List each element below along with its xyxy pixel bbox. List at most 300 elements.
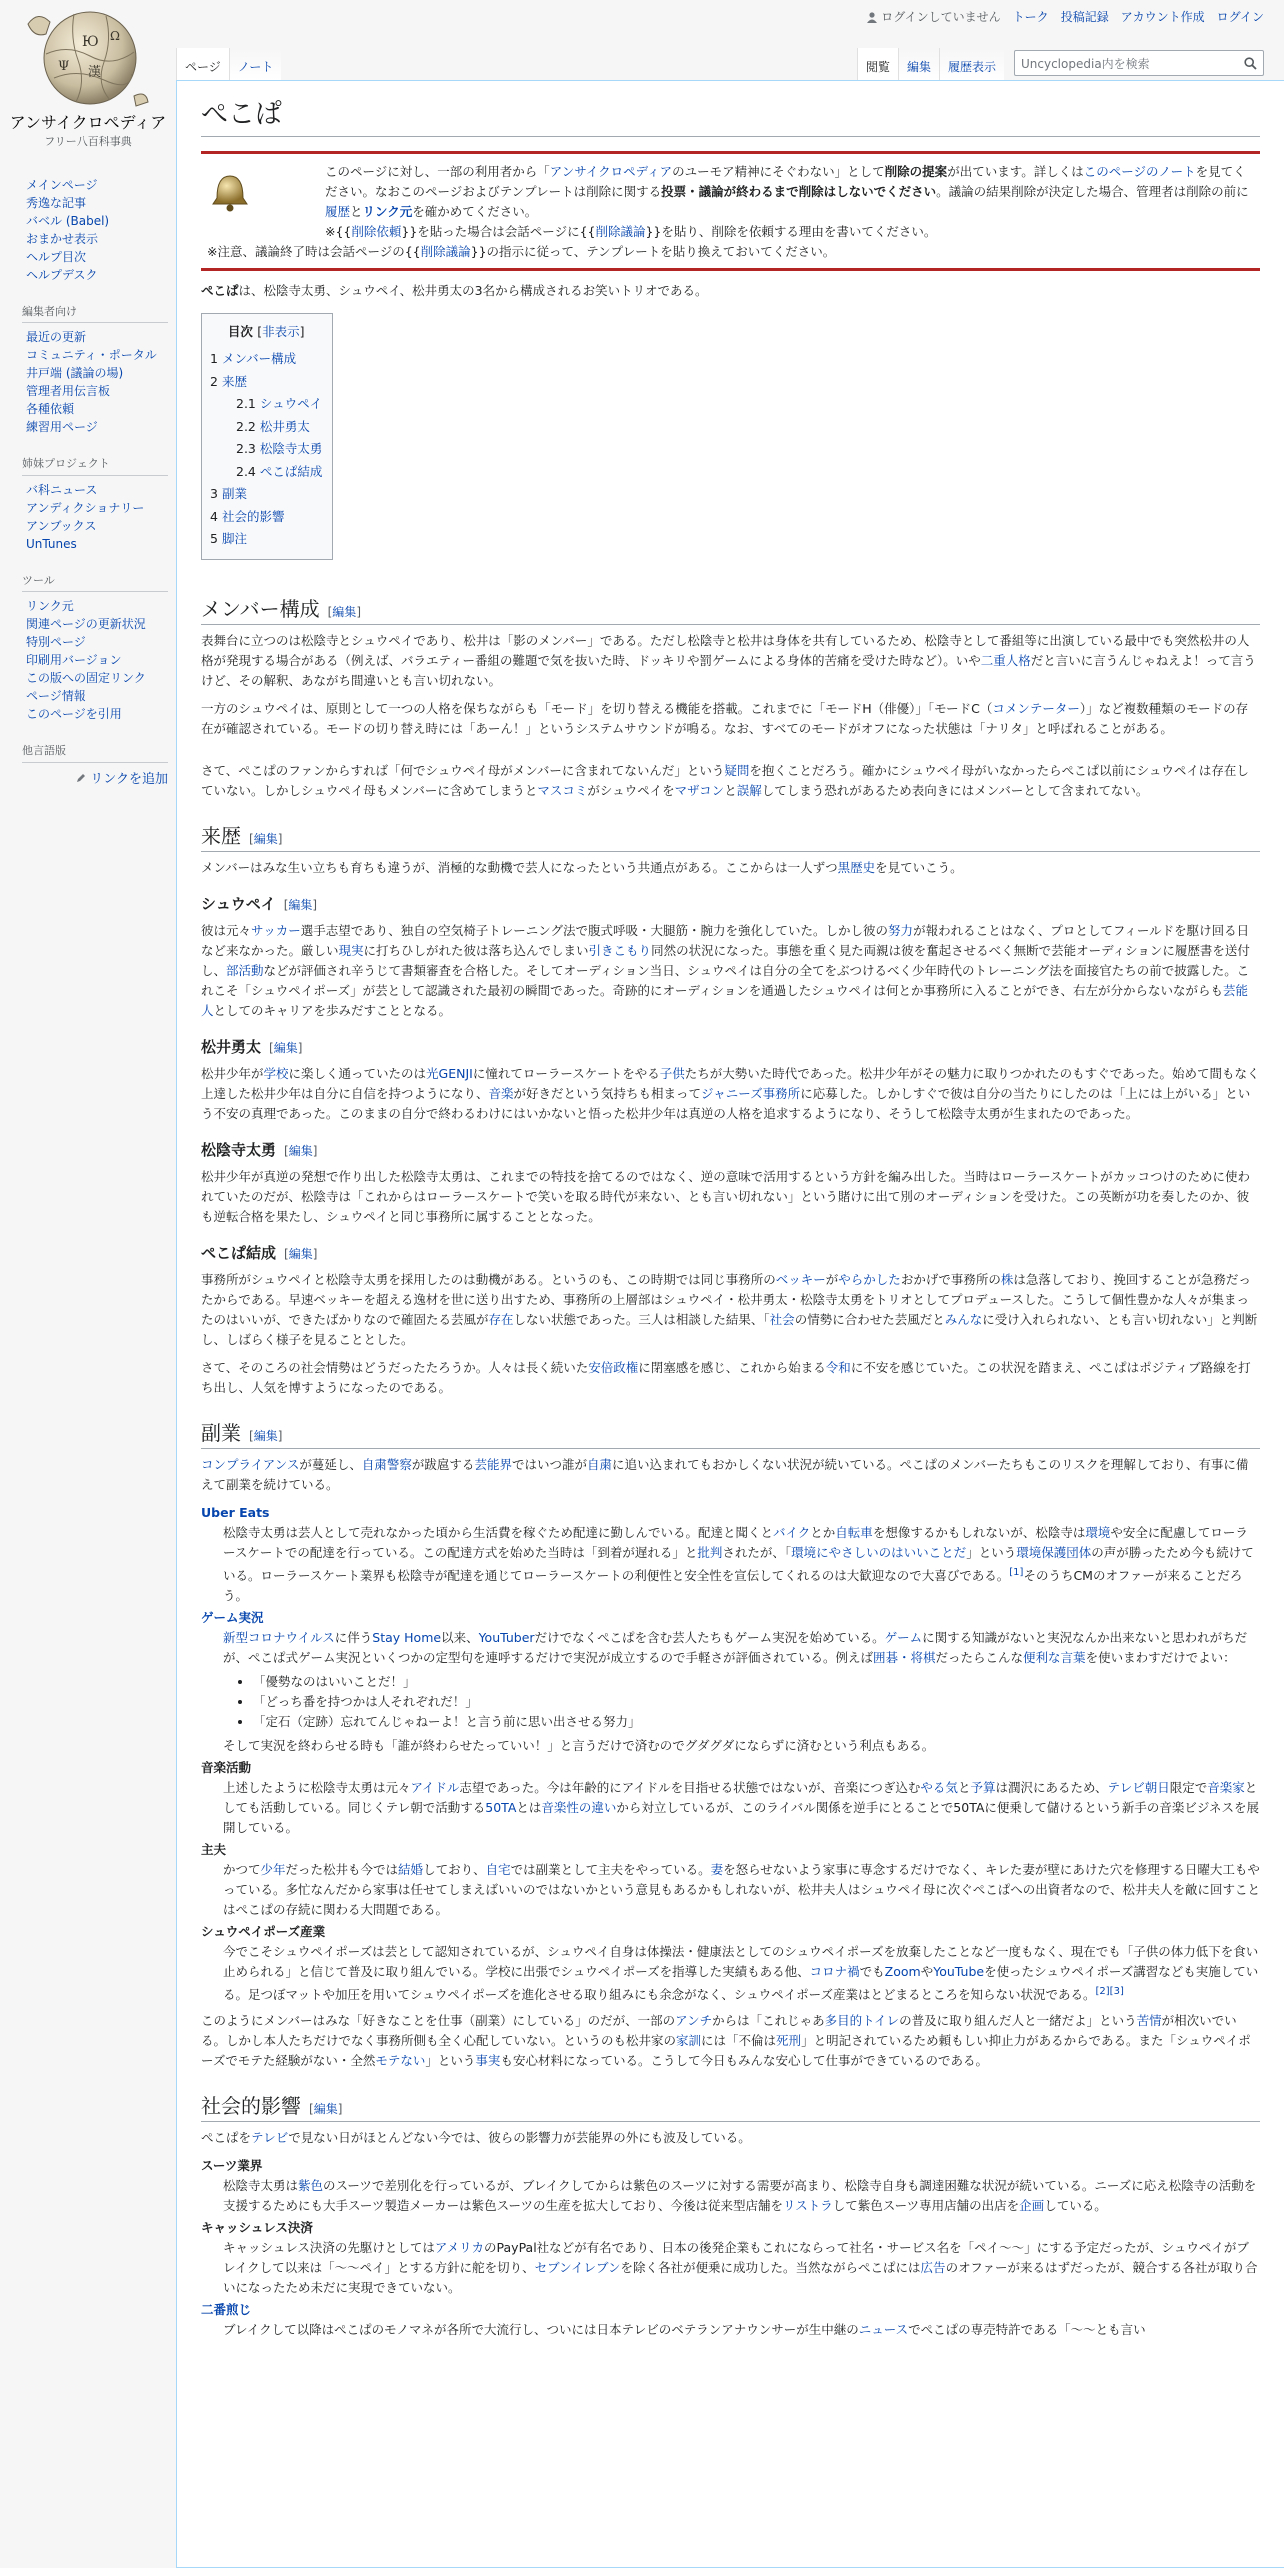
text: に伴う <box>334 1629 373 1645</box>
link[interactable]: ジャニーズ事務所 <box>701 1085 801 1101</box>
toc-item[interactable] <box>210 483 322 506</box>
paragraph <box>201 2128 1260 2148</box>
link[interactable]: 誤解 <box>736 782 762 798</box>
text: には「不倫は <box>701 2032 777 2048</box>
text: 同然の状況になった。事態を重く見た両親は彼を奮起させるべく無断で芸能オーディションに履歴書を送付し、 <box>201 942 1250 978</box>
link[interactable]: 社会 <box>769 1311 795 1327</box>
sidebar-edit-item[interactable] <box>26 400 168 418</box>
toc-label: 脚注 <box>221 531 247 547</box>
talk-link[interactable]: トーク <box>1012 10 1049 24</box>
sidebar-edit-item[interactable] <box>26 382 168 400</box>
section-edit-link[interactable]: [編集] <box>309 2101 343 2116</box>
sidebar-tools-item[interactable] <box>26 633 168 651</box>
link[interactable]: 苦情 <box>1136 2012 1162 2028</box>
text: に憧れてローラースケートをやる <box>472 1065 660 1081</box>
text: の声が勝ったため今も続けている。ローラースケート業界も松陰寺が配達を通じてローラースケートの利便性と安全性を宣伝してくれるのは大歓迎なので大喜びである。 <box>223 1544 1254 1583</box>
link[interactable]: Zoom <box>884 1963 921 1979</box>
text: かつて <box>223 1861 261 1877</box>
sidebar-tools-item-label: このページを引用 <box>26 707 122 722</box>
link[interactable]: 黒歴史 <box>837 859 876 875</box>
text: に閉塞感を感じ、これから始まる <box>638 1359 826 1375</box>
sidebar-tools-item[interactable] <box>26 615 168 633</box>
tab-history-label: 履歴表示 <box>947 60 996 74</box>
svg-text:漢: 漢 <box>88 65 102 80</box>
tab-note-label: ノート <box>237 60 274 74</box>
text: 」と明記されているため頼もしい抑止力があるからである。また「シュウペイポーズでモテた経験がない・全然 <box>201 2032 1251 2068</box>
lead-text: は、松陰寺太勇、シュウペイ、松井勇太の3名から構成されるお笑いトリオである。 <box>238 283 708 299</box>
sidebar-nav-item-label: メインページ <box>26 178 98 192</box>
link[interactable]: 自宅 <box>485 1861 511 1877</box>
link[interactable]: 家訓 <box>676 2032 702 2048</box>
toc-toggle[interactable] <box>257 324 304 339</box>
definition <box>223 1860 1260 1920</box>
text: しない状態であった。三人は相談した結果、「 <box>513 1311 770 1327</box>
sidebar-edit-item[interactable] <box>26 346 168 364</box>
text: 松井少年が <box>201 1065 264 1081</box>
link[interactable]: 死刑 <box>776 2032 802 2048</box>
section-edit-link[interactable]: [編集] <box>327 604 361 619</box>
text: しており、 <box>423 1861 486 1877</box>
link[interactable]: YouTube <box>933 1963 985 1979</box>
search-box[interactable] <box>1014 50 1264 76</box>
whatlinkshere-link[interactable]: リンク元 <box>362 204 413 220</box>
search-icon <box>1244 57 1257 70</box>
sidebar-nav-item[interactable] <box>26 266 168 284</box>
link[interactable]: 自粛 <box>586 1456 612 1472</box>
text: とは <box>516 1799 542 1815</box>
link[interactable]: テレビ <box>251 2129 289 2145</box>
text: 松陰寺太勇は芸人として売れなかった頃から生活費を稼ぐため配達に勤しんでいる。配達と聞くと <box>223 1524 774 1540</box>
deletion-discussion-link[interactable]: 削除議論 <box>420 244 471 260</box>
link[interactable]: アンチ <box>675 2012 713 2028</box>
talk-page-link[interactable]: このページのノート <box>1083 164 1196 180</box>
link[interactable]: コンプライアンス <box>201 1456 300 1472</box>
link[interactable]: 音楽 <box>488 1085 514 1101</box>
link[interactable]: 引きこもり <box>588 942 652 958</box>
uncyclopedia-link[interactable]: アンサイクロペディア <box>549 164 673 180</box>
link[interactable]: 部活動 <box>226 962 264 978</box>
logo-title: アンサイクロペディア <box>9 113 167 132</box>
section-edit-link[interactable]: [編集] <box>269 1040 303 1055</box>
sidebar-nav-item-label: ヘルプ目次 <box>26 250 87 264</box>
sidebar-sister-projects <box>0 452 176 552</box>
contributions-link[interactable]: 投稿記録 <box>1060 10 1109 24</box>
sidebar-sister-item-label: アンディクショナリー <box>26 500 145 515</box>
link[interactable]: 少年 <box>260 1861 286 1877</box>
link[interactable]: 疑問 <box>724 762 750 778</box>
text: が相次いでいる。しかし本人たちだけでなく事務所側も全く心配していない。というのも松井家の <box>201 2012 1237 2048</box>
notice-text: }}を貼った場合は会話ページに{{ <box>401 224 596 240</box>
notice-bold: 投票・議論が終わるまで削除はしないでください <box>661 184 937 200</box>
tab-note[interactable] <box>229 48 282 80</box>
text: でも <box>859 1963 885 1979</box>
text: 」という <box>966 1544 1017 1560</box>
link[interactable]: 存在 <box>488 1311 514 1327</box>
link[interactable]: 学校 <box>263 1065 289 1081</box>
sidebar-edit-item-label: 最近の更新 <box>26 330 87 345</box>
link[interactable]: アイドル <box>410 1779 460 1795</box>
link[interactable]: 広告 <box>920 2259 946 2275</box>
sidebar-tools-item[interactable] <box>26 669 168 687</box>
text: は急落しており、挽回することが急務だったからである。早速ベッキーを超える逸材を世に送り出すため、事務所の上層部はシュウペイ・松井勇太・松陰寺太勇をトリオとしてプロデュースした。こうして個性豊かな人々が集まったのはいいが、できたばかりなので確固たる芸風が <box>201 1271 1251 1327</box>
link[interactable]: ゲーム <box>884 1629 923 1645</box>
text: を見ていこう。 <box>875 859 963 875</box>
link[interactable]: 結婚 <box>398 1861 424 1877</box>
notice-bold: 削除の提案 <box>884 164 948 180</box>
text: などが評価され辛うじて書類審査を合格した。そしてオーディション当日、シュウペイは自分の全てをぶつけるべく少年時代のトレーニング法を面接官たちの前で披露した。これこそ「シュウペイポーズ」が芸として認識された最初の瞬間であった。奇跡的にオーディションを通過したシュウペイは何とか事務所に入ることができ、右左が分からないながらも <box>201 962 1250 998</box>
sidebar-tools-item[interactable] <box>26 705 168 723</box>
text: に受け入れられない、とも言い切れない」と判断し、しばらく様子を見ることとした。 <box>201 1311 1258 1347</box>
text: 表舞台に立つのは松陰寺とシュウペイであり、松井は「影のメンバー」である。ただし松陰寺と松井は身体を共有しているため、松陰寺として番組等に出演している最中でも突然松井の人格が発現する場合がある（例えば、バラエティー番組の難題で気を抜いた時、ドッキリや罰ゲームによる身体的苦痛を受けた時など）。いや <box>201 632 1250 668</box>
toc-item[interactable] <box>210 393 322 416</box>
sidebar-nav-item[interactable] <box>26 176 168 194</box>
subsection-title: シュウペイ <box>201 894 276 913</box>
text: ではいつ誰が <box>511 1456 587 1472</box>
svg-text:Ψ: Ψ <box>58 59 70 74</box>
sidebar-edit-item[interactable] <box>26 364 168 382</box>
link[interactable]: 囲碁・将棋 <box>873 1649 936 1665</box>
tab-page[interactable] <box>176 48 229 80</box>
link[interactable]: マザコン <box>674 782 725 798</box>
notice-text: を見てください。なおこのページおよびテンプレートは削除に関する <box>325 164 1246 200</box>
link[interactable]: 光GENJI <box>426 1065 473 1081</box>
text: を抱くことだろう。確かにシュウペイ母がいなかったらぺこぱ以前にシュウペイは存在していない。しかしシュウペイ母もメンバーに含めてしまうと <box>201 762 1249 798</box>
link[interactable]: 自粛警察 <box>361 1456 412 1472</box>
tab-history[interactable] <box>939 48 1004 80</box>
toc-item[interactable] <box>210 416 322 439</box>
sidebar-tools-item[interactable] <box>26 687 168 705</box>
bell-icon <box>207 168 253 214</box>
history-link[interactable]: 履歴 <box>325 204 351 220</box>
definition <box>223 1628 1260 1756</box>
section-title: 社会的影響 <box>201 2093 301 2118</box>
link[interactable]: マスコミ <box>537 782 588 798</box>
text: だったらこんな <box>935 1649 1024 1665</box>
link[interactable]: 企画 <box>1019 2197 1045 2213</box>
link[interactable]: リストラ <box>783 2197 833 2213</box>
deletion-discussion-link[interactable]: 削除議論 <box>595 224 646 240</box>
paragraph <box>201 1455 1260 1495</box>
section-heading <box>201 2093 1260 2122</box>
sidebar-sister-item-label: UnTunes <box>26 536 77 551</box>
sidebar-edit-item-label: コミュニティ・ポータル <box>26 348 157 363</box>
toc-number: 2.2 <box>236 418 256 434</box>
section-edit-link[interactable]: [編集] <box>284 1143 318 1158</box>
link[interactable]: サッカー <box>251 922 301 938</box>
sidebar-tools-item-label: この版への固定リンク <box>26 671 146 686</box>
link[interactable]: 努力 <box>888 922 914 938</box>
table-of-contents <box>201 313 333 560</box>
sidebar-sister-item[interactable] <box>26 535 168 553</box>
definition <box>223 1523 1260 1606</box>
section-edit-link[interactable]: [編集] <box>283 897 318 912</box>
link[interactable]: アメリカ <box>434 2239 485 2255</box>
text: や <box>920 1963 934 1979</box>
search-input[interactable]: Uncyclopedia内を検索 <box>1021 56 1150 71</box>
create-account-link[interactable]: アカウント作成 <box>1120 10 1205 24</box>
text: の情勢に合わせた芸風だと <box>794 1311 945 1327</box>
toc-bracket: ] <box>299 324 305 340</box>
link[interactable]: やらかした <box>838 1271 901 1287</box>
sidebar-nav-item-label: バベル (Babel) <box>26 214 110 228</box>
link[interactable]: 音楽家 <box>1207 1779 1245 1795</box>
text: している。 <box>1044 2197 1107 2213</box>
section-heading <box>201 596 1260 625</box>
text: だった松井も今では <box>285 1861 399 1877</box>
text: を怒らせないよう家事に専念するだけでなく、キレた妻が壁にあけた穴を修理する日曜大工もやっている。多忙なんだから家事は任せてしまえばいいのではないかという意見もあるかもしれないが、松井夫人はシュウペイ母に次ぐぺこぱへの出資者なので、松井夫人を敵に回すことはぺこぱの存続に関わる大問題である。 <box>223 1861 1261 1917</box>
definition <box>223 1942 1260 2005</box>
edit-label: 編集 <box>253 1428 278 1443</box>
notice-text: このページに対し、一部の利用者から「 <box>325 164 550 180</box>
tab-edit-label: 編集 <box>906 60 931 74</box>
text: でぺこぱの専売特許である「～～とも言い <box>908 2321 1146 2337</box>
toc-number: 2.3 <box>236 441 256 457</box>
toc-item[interactable] <box>210 528 322 551</box>
site-logo[interactable] <box>8 4 168 154</box>
section-title: メンバー構成 <box>201 596 320 621</box>
text: このようにメンバーはみな「好きなことを仕事（副業）にしている」のだが、一部の <box>201 2012 676 2028</box>
text: さて、ぺこぱのファンからすれば「何でシュウペイ母がメンバーに含まれてないんだ」という <box>201 762 725 778</box>
pose-industry-term: シュウペイポーズ産業 <box>201 1923 326 1939</box>
link[interactable]: ベッキー <box>775 1271 826 1287</box>
notice-text: が出ています。詳しくは <box>947 164 1084 180</box>
sidebar-edit-item-label: 練習用ページ <box>26 420 98 435</box>
link[interactable]: ニュース <box>858 2321 909 2337</box>
notice-text: }}を貼り、削除を依頼する理由を書いてください。 <box>645 224 937 240</box>
section-edit-link[interactable]: [編集] <box>249 1428 283 1443</box>
svg-text:Ω: Ω <box>110 29 120 43</box>
link[interactable]: 二重人格 <box>980 652 1031 668</box>
add-language-link[interactable] <box>26 768 168 787</box>
toc-item[interactable] <box>210 371 322 394</box>
link[interactable]: 新型コロナウイルス <box>223 1629 335 1645</box>
toc-item[interactable] <box>210 348 322 371</box>
link[interactable]: 音楽性の違い <box>541 1799 617 1815</box>
link[interactable]: 予算 <box>970 1779 996 1795</box>
definition <box>223 2176 1260 2216</box>
link[interactable]: セブンイレブン <box>534 2259 621 2275</box>
sidebar <box>0 176 176 801</box>
personal-tools <box>866 8 1264 25</box>
link[interactable]: 事実 <box>475 2052 501 2068</box>
text: としても活動している。同じくテレ朝で活動する <box>223 1779 1258 1815</box>
link[interactable]: コメンテーター <box>992 700 1080 716</box>
logo-subtitle: フリー八百科事典 <box>44 135 132 148</box>
game-streaming-term[interactable]: ゲーム実況 <box>201 1609 264 1625</box>
text: に応募した。しかしすぐで彼は自分の <box>800 1085 1013 1101</box>
notice-text: のユーモア精神にそぐわない」として <box>672 164 885 180</box>
toc-item[interactable] <box>210 461 322 484</box>
sidebar-nav-item[interactable] <box>26 230 168 248</box>
sidebar-nav-item-label: 秀逸な記事 <box>26 196 87 210</box>
sidebar-sister-item[interactable] <box>26 481 168 499</box>
text: ）」など複数種類のモードの存在が確認されている。モードの切り替え時には「あーん！」というシステムサウンドが鳴る。なお、すべてのモードがオフになった状態は「ナリタ」と呼ばれることがある。 <box>201 700 1249 736</box>
notice-text: と <box>350 204 363 220</box>
login-link[interactable]: ログイン <box>1216 10 1264 24</box>
text: が <box>825 1271 839 1287</box>
sidebar-edit-item-label: 管理者用伝言板 <box>26 384 111 399</box>
suit-industry-term: スーツ業界 <box>201 2157 263 2173</box>
link[interactable]: 批判 <box>697 1544 723 1560</box>
lead-bold: ぺこぱ <box>201 283 239 299</box>
link[interactable]: 環境にやさしいのはいいことだ <box>791 1544 967 1560</box>
sidebar-edit-item[interactable] <box>26 418 168 436</box>
link[interactable]: 環境 <box>1085 1524 1111 1540</box>
sidebar-nav-item[interactable] <box>26 248 168 266</box>
sidebar-tools-item-label: 印刷用バージョン <box>26 653 122 668</box>
search-button[interactable] <box>1237 57 1263 70</box>
tab-page-label: ページ <box>185 60 221 74</box>
puzzle-globe-icon <box>24 4 152 108</box>
link[interactable]: やる気 <box>920 1779 958 1795</box>
section-title: 来歴 <box>201 823 241 848</box>
link[interactable]: 令和 <box>825 1359 851 1375</box>
sidebar-languages <box>0 739 176 786</box>
paragraph <box>201 858 1260 878</box>
namespace-tabs <box>176 48 281 80</box>
sidebar-tools-item[interactable] <box>26 651 168 669</box>
text: ブレイクして以降はぺこぱのモノマネが各所で大流行し、ついには日本テレビのベテランアナウンサーが生中継の <box>223 2321 859 2337</box>
link[interactable]: コロナ禍 <box>809 1963 860 1979</box>
househusband-term: 主夫 <box>201 1841 227 1857</box>
subsection-heading <box>201 1243 1260 1264</box>
edit-label: 編集 <box>288 1246 313 1261</box>
text: のPayPal社などが有名であり、日本の後発企業もこれにならって社名・サービス名を「ペイ～～」にする予定だったが、シュウペイがブレイクして以来は「～～ペイ」とする方針に舵を切り、 <box>223 2239 1249 2275</box>
reference-link[interactable]: [1] <box>1009 1566 1024 1578</box>
edit-label: 編集 <box>288 897 313 912</box>
toc-title <box>210 322 322 340</box>
sidebar-nav-item[interactable] <box>26 212 168 230</box>
anon-status <box>866 8 1000 25</box>
toc-number: 3 <box>210 486 218 502</box>
sidebar-tools-item-label: リンク元 <box>26 599 74 614</box>
text: や安全に配慮してローラースケートでの配達を行っている。この配達方式を始めた当時は「到着が遅れる」と <box>223 1524 1248 1560</box>
svg-text:Ю: Ю <box>82 34 99 50</box>
text: が好きだという気持ちも相まって <box>513 1085 702 1101</box>
text: を想像するかもしれないが、松陰寺は <box>872 1524 1086 1540</box>
text: のスーツで差別化を行っているが、ブレイクしてからは紫色のスーツに対する需要が高まり、松陰寺自身も調達困難な状況が続いている。ニーズに応え松陰寺の活動を支援するためにも大手スーツ製造メーカーは紫色スーツの生産を拡大しており、今後は従来型店舗を <box>223 2177 1257 2213</box>
text: だけでなくぺこぱを含む芸人たちもゲーム実況を始めている。 <box>534 1629 885 1645</box>
link[interactable]: 自転車 <box>835 1524 873 1540</box>
toc-title-text: 目次 <box>227 324 253 340</box>
section-title: 副業 <box>201 1420 241 1445</box>
toc-number: 4 <box>210 508 218 524</box>
sidebar-sister-item[interactable] <box>26 499 168 517</box>
imitation-term[interactable]: 二番煎じ <box>201 2301 252 2317</box>
paragraph <box>201 699 1260 739</box>
tab-edit[interactable] <box>898 48 939 80</box>
toc-label: メンバー構成 <box>221 351 297 367</box>
section-heading <box>201 1420 1260 1449</box>
sidebar-nav-item-label: ヘルプデスク <box>26 268 98 282</box>
uber-eats-term[interactable]: Uber Eats <box>201 1504 270 1520</box>
sidebar-tools-heading: ツール <box>22 569 168 592</box>
subsection-title: 松井勇太 <box>201 1037 262 1056</box>
link[interactable]: 芸能界 <box>474 1456 512 1472</box>
link[interactable]: バイク <box>773 1524 811 1540</box>
text: メンバーはみな生い立ちも育ちも違うが、消極的な動機で芸人になったという共通点がある。ここからは一人ずつ <box>201 859 838 875</box>
sidebar-sister-heading: 姉妹プロジェクト <box>22 452 168 475</box>
music-term: 音楽活動 <box>201 1759 252 1775</box>
link[interactable]: 妻 <box>710 1861 724 1877</box>
link[interactable]: 50TA <box>485 1799 517 1815</box>
link[interactable]: 環境保護団体 <box>1016 1544 1092 1560</box>
definition <box>223 1778 1260 1838</box>
link[interactable]: 現実 <box>338 942 364 958</box>
text: ぺこぱを <box>201 2129 252 2145</box>
paragraph: 松井少年が真逆の発想で作り出した松陰寺太勇は、これまでの特技を捨てるのではなく、逆の意味で活用するという方針を編み出した。当時はローラースケートがカッコつけのために使われていたのだが、松陰寺は「これからはローラースケートで笑いを取る時代が来ない、とも言い切れない」という賭けに出て別のオーディションを受けた。この英断が功を奏したのか、彼も逆転合格を果たし、シュウペイと同じ事務所に属することとなった。 <box>201 1168 1251 1224</box>
notice-text: 。議論の結果削除が決定した場合、管理者は削除の前に <box>936 184 1249 200</box>
pencil-icon <box>76 773 86 783</box>
sidebar-edit-item[interactable] <box>26 328 168 346</box>
text: がシュウペイを <box>587 782 675 798</box>
text: も安心材料になっている。こうして今日もみんな安心して仕事ができているのである。 <box>500 2052 988 2068</box>
sidebar-nav-item[interactable] <box>26 194 168 212</box>
sidebar-edit-item-label: 各種依頼 <box>26 402 75 417</box>
link[interactable]: 安倍政権 <box>588 1359 639 1375</box>
sidebar-sister-item[interactable] <box>26 517 168 535</box>
text: おかげで事務所の <box>900 1271 1001 1287</box>
text: に不安を感じていた。この状況を踏まえ、ぺこぱはポジティブ路線を打ち出し、人気を博すようになったのである。 <box>201 1359 1251 1395</box>
sidebar-tools-item-label: ページ情報 <box>26 689 86 704</box>
toc-bracket: [ <box>257 324 263 340</box>
reference-link[interactable]: [2][3] <box>1095 1985 1124 1997</box>
text: 彼は元々 <box>201 922 252 938</box>
text: では副業として主夫をやっている。 <box>510 1861 711 1877</box>
link[interactable]: 多目的トイレ <box>824 2012 900 2028</box>
text: から対立しているが、このライバル関係を逆手にとることで50TAに便乗して儲けるという新手の音楽ビジネスを展開している。 <box>223 1799 1260 1835</box>
link[interactable]: 子供 <box>659 1065 685 1081</box>
link[interactable]: みんな <box>944 1311 983 1327</box>
edit-label: 編集 <box>332 604 357 619</box>
text: さて、そのころの社会情勢はどうだったたろうか。人々は長く続いた <box>201 1359 589 1375</box>
paragraph <box>201 1064 1260 1124</box>
link[interactable]: テレビ朝日 <box>1107 1779 1170 1795</box>
toc-label: ぺこぱ結成 <box>259 463 323 479</box>
link[interactable]: 便利な言葉 <box>1023 1649 1086 1665</box>
section-edit-link[interactable]: [編集] <box>284 1246 318 1261</box>
text: されたが、「 <box>722 1544 792 1560</box>
definition <box>223 2238 1260 2298</box>
toc-number: 5 <box>210 531 218 547</box>
link[interactable]: Stay Home <box>372 1629 442 1645</box>
tab-read[interactable] <box>857 48 898 80</box>
tab-read-label: 閲覧 <box>865 60 890 74</box>
toc-item[interactable] <box>210 506 322 529</box>
link[interactable]: 芸能人 <box>201 982 1249 1018</box>
link[interactable]: YouTuber <box>478 1629 535 1645</box>
text: に楽しく通っていたのは <box>288 1065 427 1081</box>
list-item: • 「どっち番を持つかは人それぞれだ！」 <box>253 1692 1260 1712</box>
toc-label: 松井勇太 <box>259 418 310 434</box>
text: は潤沢にあるため、 <box>995 1779 1108 1795</box>
section-edit-link[interactable]: [編集] <box>249 831 283 846</box>
text: 一方のシュウペイは、原則として一つの人格を保ちながらも「モード」を切り替える機能を搭載。これまでに「モードH（俳優）」「モードC（ <box>201 700 993 716</box>
toc-label: シュウペイ <box>259 396 323 412</box>
sidebar-tools-item[interactable] <box>26 597 168 615</box>
toc-number: 2.1 <box>236 396 256 412</box>
link[interactable]: 紫色 <box>298 2177 324 2193</box>
main-content <box>176 80 1284 2568</box>
link[interactable]: モテない <box>375 2052 426 2068</box>
toc-item[interactable] <box>210 438 322 461</box>
link[interactable]: 株 <box>1000 1271 1014 1287</box>
deletion-request-link[interactable]: 削除依頼 <box>351 224 402 240</box>
text: そして実況を終わらせる時も「誰が終わらせたっていい！」と言うだけで済むのでグダグダにならずに済むという利点もある。 <box>223 1737 935 1753</box>
text: して紫色スーツ専用店舗の出店を <box>832 2197 1020 2213</box>
sidebar-navigation <box>0 176 176 284</box>
text: が蔓延し、 <box>299 1456 362 1472</box>
